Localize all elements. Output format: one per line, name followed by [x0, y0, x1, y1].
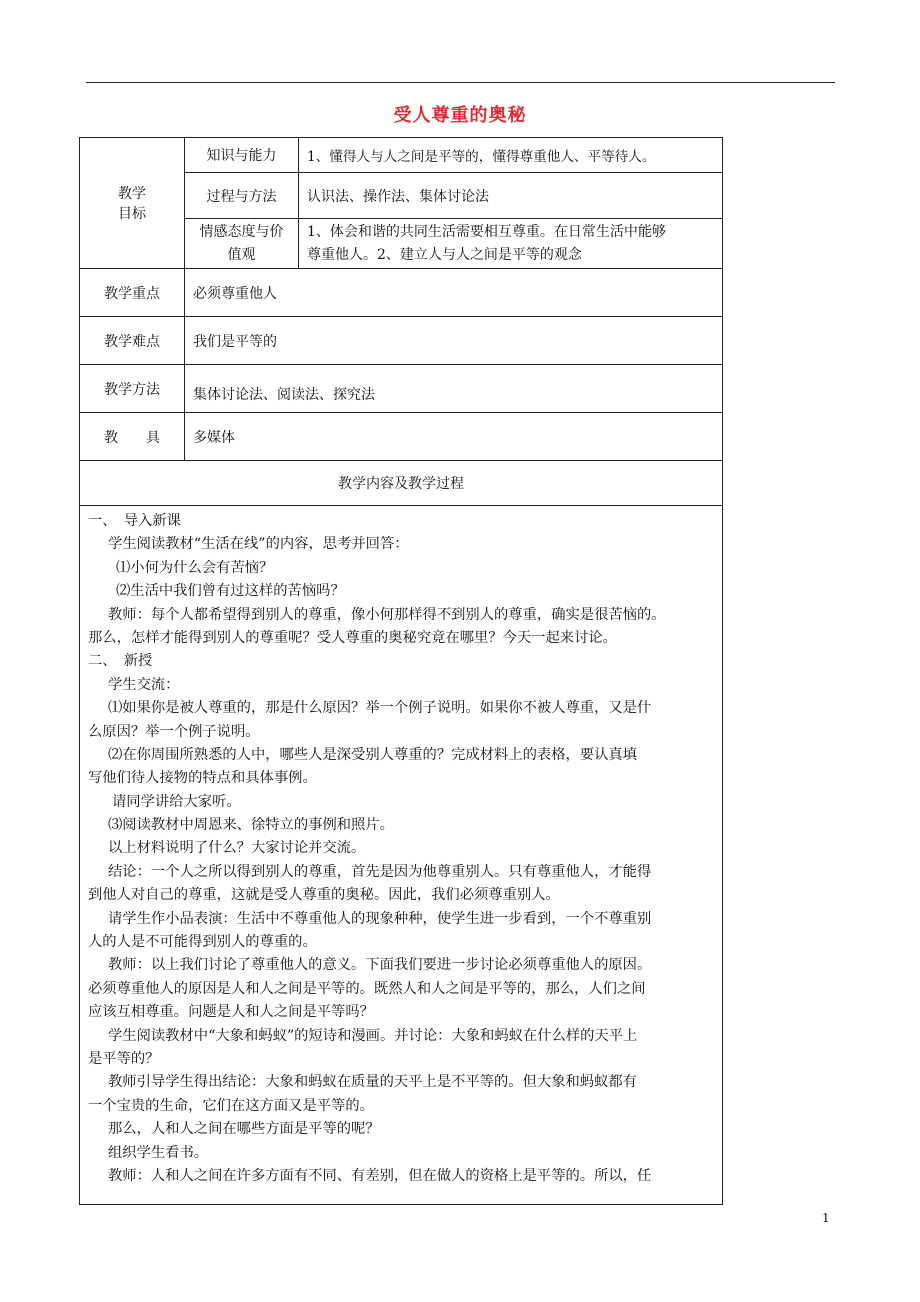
process-line: ⑴小何为什么会有苦恼？ — [116, 559, 274, 576]
emotion-attitude-text: 1、体会和谐的共同生活需要相互尊重。在日常生活中能够 尊重他人。2、建立人与人之间是平等的观念 — [299, 219, 723, 269]
key-points-label: 教学重点 — [80, 269, 185, 317]
emotion-attitude-label: 情感态度与价 值观 — [185, 219, 299, 269]
process-line: ⑴如果你是被人尊重的，那是什么原因？举一个例子说明。如果你不被人尊重，又是什 — [108, 700, 652, 717]
lesson-plan-table — [79, 137, 723, 1205]
knowledge-ability-label: 知识与能力 — [185, 138, 299, 173]
header-rule — [86, 82, 835, 83]
process-line: 二、 新授 — [88, 653, 153, 670]
page-title: 受人尊重的奥秘 — [393, 105, 527, 126]
process-line: 请学生作小品表演：生活中不尊重他人的现象种种，使学生进一步看到，一个不尊重别 — [108, 910, 652, 927]
page-number: 1 — [822, 1211, 830, 1225]
process-method-label: 过程与方法 — [185, 173, 299, 219]
difficulties-label: 教学难点 — [80, 317, 185, 365]
process-line: 以上材料说明了什么？大家讨论并交流。 — [108, 840, 366, 857]
process-line: 教师引导学生得出结论：大象和蚂蚁在质量的天平上是不平等的。但大象和蚂蚁都有 — [108, 1074, 637, 1091]
tools-label: 教 具 — [80, 413, 185, 461]
process-line: 一个宝贵的生命，它们在这方面又是平等的。 — [88, 1097, 374, 1114]
process-line: 请同学讲给大家听。 — [112, 793, 241, 810]
process-line: 教师：人和人之间在许多方面有不同、有差别，但在做人的资格上是平等的。所以，任 — [108, 1167, 652, 1184]
process-line: 一、 导入新课 — [88, 513, 181, 529]
process-line: 是平等的？ — [88, 1050, 160, 1067]
process-line: 那么，人和人之间在哪些方面是平等的呢？ — [108, 1121, 380, 1138]
process-line: ⑵在你周围所熟悉的人中，哪些人是深受别人尊重的？完成材料上的表格，要认真填 — [108, 746, 637, 763]
process-line: 写他们待人接物的特点和具体事例。 — [88, 770, 317, 787]
process-line: 应该互相尊重。问题是人和人之间是平等吗？ — [88, 1004, 374, 1021]
process-line: 必须尊重他人的原因是人和人之间是平等的。既然人和人之间是平等的，那么，人们之间 — [88, 980, 646, 997]
process-line: 教师：每个人都希望得到别人的尊重，像小何那样得不到别人的尊重，确实是很苦恼的。 — [108, 606, 666, 623]
process-line: 学生阅读教材“生活在线”的内容，思考并回答： — [108, 536, 409, 553]
difficulties-value: 我们是平等的 — [185, 317, 723, 365]
objectives-label: 教学 目标 — [80, 138, 185, 269]
process-header: 教学内容及教学过程 — [80, 461, 723, 506]
process-line: 组织学生看书。 — [108, 1144, 209, 1161]
process-line: 结论：一个人之所以得到别人的尊重，首先是因为他尊重别人。只有尊重他人，才能得 — [108, 863, 652, 880]
process-line: 那么，怎样才能得到别人的尊重呢？受人尊重的奥秘究竟在哪里？今天一起来讨论。 — [88, 629, 617, 646]
tools-value: 多媒体 — [185, 413, 723, 461]
process-method-text: 认识法、操作法、集体讨论法 — [299, 173, 723, 219]
process-line: 人的人是不可能得到别人的尊重的。 — [88, 934, 317, 951]
key-points-value: 必须尊重他人 — [185, 269, 723, 317]
process-line: 教师：以上我们讨论了尊重他人的意义。下面我们要进一步讨论必须尊重他人的原因。 — [108, 957, 652, 974]
process-line: 么原因？举一个例子说明。 — [88, 723, 260, 740]
methods-label: 教学方法 — [80, 365, 185, 413]
process-content — [80, 506, 723, 1205]
methods-value: 集体讨论法、阅读法、探究法 — [185, 365, 723, 413]
process-line: ⑶阅读教材中周恩来、徐特立的事例和照片。 — [108, 817, 394, 834]
process-line: ⑵生活中我们曾有过这样的苦恼吗？ — [116, 583, 345, 600]
process-line: 到他人对自己的尊重，这就是受人尊重的奥秘。因此，我们必须尊重别人。 — [88, 887, 560, 904]
process-line: 学生阅读教材中“大象和蚂蚁”的短诗和漫画。并讨论：大象和蚂蚁在什么样的天平上 — [108, 1027, 638, 1044]
knowledge-ability-text: 1、懂得人与人之间是平等的，懂得尊重他人、平等待人。 — [299, 138, 723, 173]
process-line: 学生交流： — [108, 676, 180, 693]
